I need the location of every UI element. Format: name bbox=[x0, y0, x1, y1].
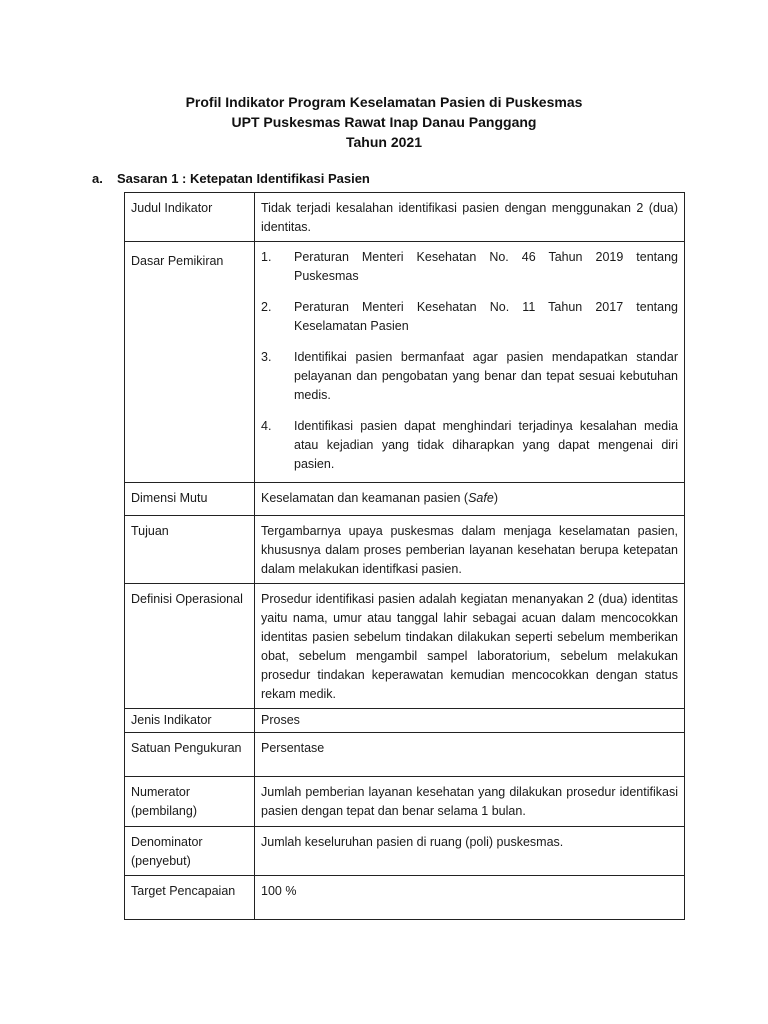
section-letter: a. bbox=[92, 171, 103, 186]
row-label-numerator: Numerator (pembilang) bbox=[125, 777, 255, 827]
list-item: 2. Peraturan Menteri Kesehatan No. 11 Tahun 2017 tentang Keselamatan Pasien bbox=[261, 300, 678, 333]
table-row bbox=[125, 733, 685, 777]
row-value-target: 100 % bbox=[255, 876, 685, 920]
table-row bbox=[125, 242, 685, 483]
safe-italic: Safe bbox=[468, 491, 494, 505]
section-heading bbox=[92, 171, 370, 186]
row-value-satuan: Persentase bbox=[255, 733, 685, 777]
table-row bbox=[125, 516, 685, 584]
row-label-target: Target Pencapaian bbox=[125, 876, 255, 920]
row-value-jenis: Proses bbox=[255, 709, 685, 733]
row-value-denominator: Jumlah keseluruhan pasien di ruang (poli) puskesmas. bbox=[255, 827, 685, 876]
document-title: Profil Indikator Program Keselamatan Pasien di Puskesmas bbox=[185, 94, 583, 110]
row-value-tujuan: Tergambarnya upaya puskesmas dalam menjaga keselamatan pasien, khususnya dalam proses pemberian layanan kesehatan berupa ketepatan dalam melakukan identifkasi pasien. bbox=[255, 516, 685, 584]
table-row bbox=[125, 777, 685, 827]
list-item: 4. Identifikasi pasien dapat menghindari terjadinya kesalahan media atau kejadian yang tidak diharapkan yang dapat mengenai diri pasien. bbox=[261, 419, 678, 471]
row-label-dasar: Dasar Pemikiran bbox=[125, 242, 255, 483]
table-row bbox=[125, 483, 685, 516]
row-value-definisi: Prosedur identifikasi pasien adalah kegiatan menanyakan 2 (dua) identitas yaitu nama, umur atau tanggal lahir sebagai acuan dalam mencocokkan identitas pasien sebelum tindakan dilakukan seperti sebelum memberikan obat, sebelum mengambil sampel laboratorium, sebelum melakukan prosedur tindakan keperawatan kemudian mencocokkan dengan status rekam medik. bbox=[255, 584, 685, 709]
row-label-satuan: Satuan Pengukuran bbox=[125, 733, 255, 777]
row-value-numerator: Jumlah pemberian layanan kesehatan yang dilakukan prosedur identifikasi pasien dengan tepat dan benar selama 1 bulan. bbox=[255, 777, 685, 827]
list-item: 1. Peraturan Menteri Kesehatan No. 46 Tahun 2019 tentang Puskesmas bbox=[261, 250, 678, 283]
row-label-dimensi: Dimensi Mutu bbox=[125, 483, 255, 516]
row-label-judul: Judul Indikator bbox=[125, 193, 255, 242]
row-value-dimensi: Keselamatan dan keamanan pasien (Safe) bbox=[255, 483, 685, 516]
table-row bbox=[125, 827, 685, 876]
indicator-profile-table bbox=[124, 192, 685, 920]
row-label-tujuan: Tujuan bbox=[125, 516, 255, 584]
row-label-definisi: Definisi Operasional bbox=[125, 584, 255, 709]
table-row bbox=[125, 876, 685, 920]
row-label-jenis: Jenis Indikator bbox=[125, 709, 255, 733]
table-row bbox=[125, 584, 685, 709]
row-value-judul: Tidak terjadi kesalahan identifikasi pasien dengan menggunakan 2 (dua) identitas. bbox=[255, 193, 685, 242]
dasar-list bbox=[261, 248, 678, 474]
table-row bbox=[125, 193, 685, 242]
document-year: Tahun 2021 bbox=[346, 134, 422, 150]
row-label-denominator: Denominator (penyebut) bbox=[125, 827, 255, 876]
document-subtitle: UPT Puskesmas Rawat Inap Danau Panggang bbox=[231, 114, 537, 130]
list-item: 3. Identifikai pasien bermanfaat agar pasien mendapatkan standar pelayanan dan pengobatan yang benar dan tepat sesuai kebutuhan medis. bbox=[261, 350, 678, 402]
row-value-dasar bbox=[255, 242, 685, 483]
document-header bbox=[0, 92, 768, 152]
section-title: Sasaran 1 : Ketepatan Identifikasi Pasien bbox=[117, 171, 370, 186]
table-row bbox=[125, 709, 685, 733]
